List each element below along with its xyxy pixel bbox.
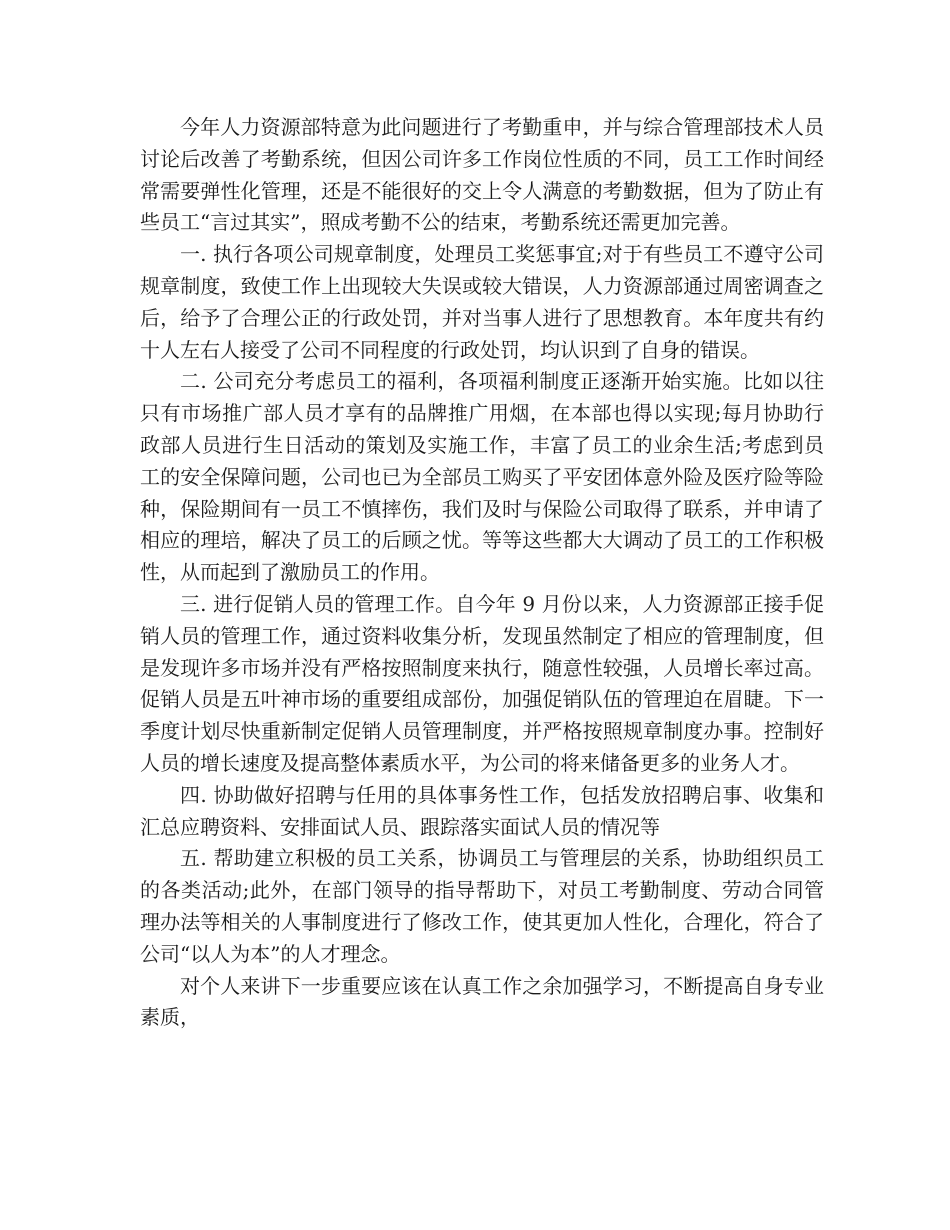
paragraph-item-5: 五. 帮助建立积极的员工关系，协调员工与管理层的关系，协助组织员工的各类活动;此外，在部门领导的指导帮助下，对员工考勤制度、劳动合同管理办法等相关的人事制度进行了修改工作，使其更加人性化，合理化，符合了公司“以人为本”的人才理念。: [140, 846, 824, 966]
paragraph-personal: 对个人来讲下一步重要应该在认真工作之余加强学习，不断提高自身专业素质，: [140, 973, 824, 1030]
paragraph-item-2: 二. 公司充分考虑员工的福利，各项福利制度正逐渐开始实施。比如以往只有市场推广部人员才享有的品牌推广用烟，在本部也得以实现;每月协助行政部人员进行生日活动的策划及实施工作，丰富了员工的业余生活;考虑到员工的安全保障问题，公司也已为全部员工购买了平安团体意外险及医疗险等险种，保险期间有一员工不慎摔伤，我们及时与保险公司取得了联系，并申请了相应的理培，解决了员工的后顾之忧。等等这些都大大调动了员工的工作积极性，从而起到了激励员工的作用。: [140, 369, 824, 585]
paragraph-item-4: 四. 协助做好招聘与任用的具体事务性工作，包括发放招聘启事、收集和汇总应聘资料、安排面试人员、跟踪落实面试人员的情况等: [140, 782, 824, 839]
paragraph-item-3: 三. 进行促销人员的管理工作。自今年 9 月份以来，人力资源部正接手促销人员的管理工作，通过资料收集分析，发现虽然制定了相应的管理制度，但是发现许多市场并没有严格按照制度来执行，随意性较强，人员增长率过高。促销人员是五叶神市场的重要组成部份，加强促销队伍的管理迫在眉睫。下一季度计划尽快重新制定促销人员管理制度，并严格按照规章制度办事。控制好人员的增长速度及提高整体素质水平，为公司的将来储备更多的业务人才。: [140, 591, 824, 775]
paragraph-item-1: 一. 执行各项公司规章制度，处理员工奖惩事宜;对于有些员工不遵守公司规章制度，致使工作上出现较大失误或较大错误，人力资源部通过周密调查之后，给予了合理公正的行政处罚，并对当事人进行了思想教育。本年度共有约十人左右人接受了公司不同程度的行政处罚，均认识到了自身的错误。: [140, 242, 824, 362]
paragraph-attendance: 今年人力资源部特意为此问题进行了考勤重申，并与综合管理部技术人员讨论后改善了考勤系统，但因公司许多工作岗位性质的不同，员工工作时间经常需要弹性化管理，还是不能很好的交上令人满意的考勤数据，但为了防止有些员工“言过其实”，照成考勤不公的结束，考勤系统还需更加完善。: [140, 115, 824, 235]
document-page: [140, 112, 824, 1034]
